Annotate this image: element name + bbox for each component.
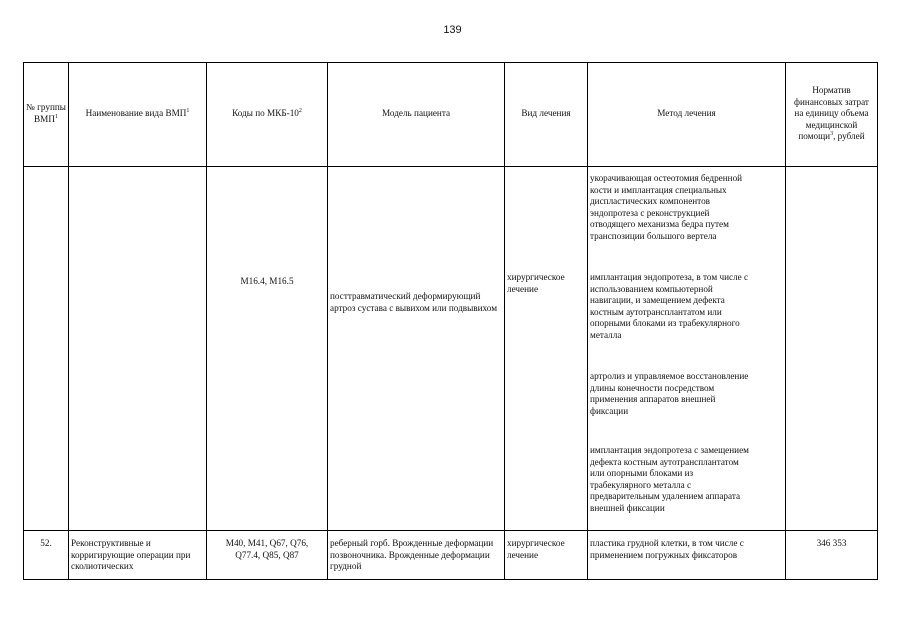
icd-codes-cell: M40, M41, Q67, Q76, Q77.4, Q85, Q87 [225,538,309,560]
column-divider [327,62,328,580]
table-border-right [877,62,878,580]
treatment-method-item: имплантация эндопротеза, в том числе с использованием компьютерной навигации, и замещением дефекта костным аутотрансплантатом или опорными блоками из трабекулярного металла [590,272,749,340]
page-number: 139 [443,24,462,36]
column-divider [785,62,786,580]
header-patient-model: Модель пациента [381,108,451,119]
header-divider [23,166,878,167]
patient-model-cell: посттравматический деформирующий артроз сустава с вывихом или подвывихом [330,291,498,313]
icd-codes-cell: M16.4, M16.5 [240,276,294,286]
treatment-method-item: укорачивающая остеотомия бедренной кости и имплантация специальных диспластических компонентов эндопротеза с реконструкцией отводящего механизма бедра путем транспозиции большого вертела [590,173,743,241]
table-border-left [23,62,24,580]
treatment-type-cell: хирургическое лечение [507,538,565,560]
column-divider [504,62,505,580]
header-financial-norm: Норматив финансовых затрат на единицу объема медицинской помощи$^3$, рублей [794,85,869,142]
table-border-bottom [23,579,878,580]
row-divider [23,530,878,531]
group-number-cell: 52. [40,538,52,548]
treatment-method-cell: пластика грудной клетки, в том числе с применением погружных фиксаторов [590,538,744,560]
column-divider [68,62,69,580]
header-treatment-type: Вид лечения [521,108,571,119]
medical-care-table [23,62,878,580]
header-group-number: № группы ВМП$^1$ [26,102,66,124]
column-divider [206,62,207,580]
financial-norm-cell: 346 353 [816,538,847,548]
header-vmp-name: Наименование вида ВМП$^1$ [85,108,190,119]
header-treatment-method: Метод лечения [657,108,716,119]
treatment-method-item: артролиз и управляемое восстановление длины конечности посредством применения аппаратов внешней фиксации [590,371,749,416]
vmp-name-cell: Реконструктивные и корригирующие операции при сколиотических [71,538,191,572]
column-divider [587,62,588,580]
header-icd-codes: Коды по МКБ-$10^2$ [232,108,302,119]
treatment-method-item: имплантация эндопротеза с замещением дефекта костным аутотрансплантатом или опорными блоками из трабекулярного металла с предварительным удалением аппарата внешней фиксации [590,445,749,513]
patient-model-cell: реберный горб. Врожденные деформации позвоночника. Врожденные деформации грудной [330,538,494,572]
treatment-type-cell: хирургическое лечение [507,272,565,294]
